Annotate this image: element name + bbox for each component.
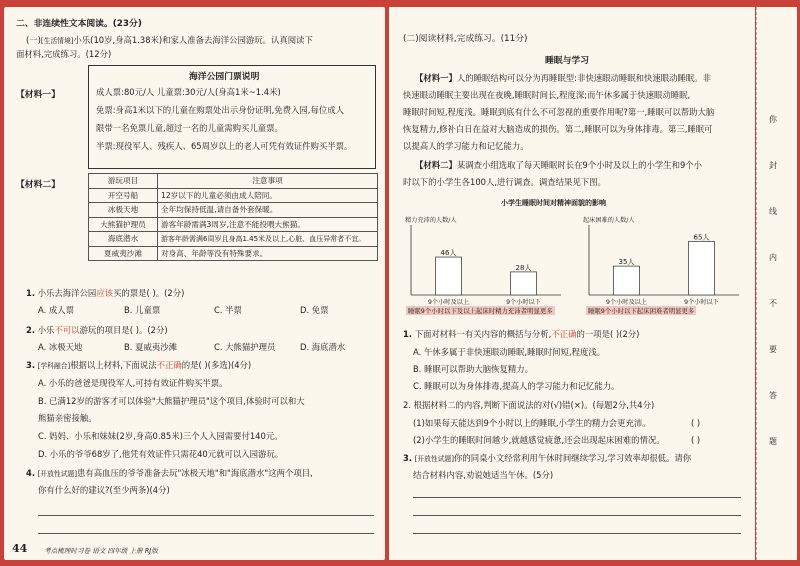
q2-option-a[interactable]: A. 冰极天地 (38, 342, 83, 352)
para1-line2: 快速眼动睡眠主要出现在夜晚,睡眠时间长,程度深;而午休多属于快速眼动睡眠, (403, 90, 691, 100)
margin-chars (763, 97, 783, 465)
part1-intro-line2: 面材料,完成练习。(12分) (16, 49, 112, 59)
table-cell: 全年均保持低温,请自备外套保暖。 (158, 203, 378, 218)
r-q1-option-a[interactable]: A. 午休多属于非快速眼动睡眠,睡眠时间短,程度浅。 (413, 347, 606, 357)
table-cell: 夏威夷沙滩 (89, 246, 158, 261)
question-4 (26, 468, 313, 480)
q2-number: 2. (26, 325, 36, 335)
r-q1-emphasis: 不正确 (551, 329, 577, 339)
table-cell: 游客年龄需满3周岁,注意不能投喂大熊猫。 (158, 217, 378, 232)
section-title: 二、非连续性文本阅读。(23分) (16, 19, 142, 29)
table-cell: 大熊猫护理员 (89, 217, 158, 232)
answer-line[interactable] (413, 533, 741, 534)
q3-option-a[interactable]: A. 小乐的爸爸是现役军人,可持有效证件购买半票。 (38, 378, 228, 388)
table-row (89, 188, 378, 203)
answer-line[interactable] (38, 533, 374, 534)
r-question-3 (403, 453, 691, 465)
table-header-cell: 注意事项 (158, 174, 378, 189)
material1-para (415, 73, 711, 84)
margin-char: 答 (769, 391, 777, 400)
q1-option-b[interactable]: B. 儿童票 (124, 305, 161, 315)
r-q1-number: 1. (403, 329, 413, 339)
chart-bar (689, 241, 715, 295)
r-question-1 (403, 329, 639, 340)
r-question-2: 2. 根据材料二的内容,判断下面说法的对(√)错(×)。(每题2分,共4分) (403, 400, 655, 410)
material1-tag: 【材料一】 (16, 90, 60, 100)
part1-tag: [生活情境] (40, 37, 74, 45)
r-q3-text-line2: 结合材料内容,劝说她适当午休。(5分) (413, 470, 554, 480)
q3-option-d[interactable]: D. 小乐的爷爷68岁了,他凭有效证件只需花40元就可以入园游玩。 (38, 449, 284, 459)
q2-text: 小乐 (37, 325, 55, 335)
table-cell: 12岁以下的儿童必须由成人陪同。 (158, 188, 378, 203)
chart-ylabel: 起床困难的人数/人 (583, 217, 635, 224)
q4-text-line2: 你有什么好的建议?(至少两条)(4分) (38, 485, 170, 495)
charts-svg (401, 207, 745, 319)
table-row (89, 217, 378, 232)
attraction-table (88, 173, 378, 261)
r-q1-text: 下面对材料一有关内容的概括与分析, (414, 329, 552, 339)
q2-emphasis: 不可以 (54, 325, 80, 335)
r-q3-tag: [开放性试题] (414, 455, 454, 463)
q1-number: 1. (26, 288, 36, 298)
r-q3-number: 3. (403, 453, 413, 463)
answer-line[interactable] (413, 515, 741, 516)
q2-option-d[interactable]: D. 海底潜水 (300, 342, 346, 352)
q1-text: 小乐去海洋公园 (37, 288, 97, 298)
chart-ylabel: 精力充沛的人数/人 (405, 217, 457, 224)
q3-option-c[interactable]: C. 妈妈、小乐和妹妹(2岁,身高0.85米)三个人入园需要付140元。 (38, 431, 283, 441)
margin-char: 不 (769, 299, 777, 308)
r-q3-text: 你的同桌小文经常利用午休时间继续学习,学习效率却很低。请你 (453, 453, 692, 463)
question-3 (26, 360, 251, 372)
table-cell: 海底潜水 (89, 232, 158, 247)
table-row (89, 232, 378, 247)
table-cell: 开空号船 (89, 188, 158, 203)
chart2-caption: 睡眠9个小时以下起床困难者明显更多 (588, 307, 695, 315)
part1-prefix: (一) (26, 35, 41, 45)
table-row (89, 246, 378, 261)
q3-number: 3. (26, 360, 36, 370)
r-q2-item-1: (1)如果每天能达到9个小时以上的睡眠,小学生的精力会更充沛。 (413, 418, 651, 428)
part2-title: (二)阅读材料,完成练习。(11分) (403, 34, 528, 44)
chart-data-label: 35人 (618, 258, 635, 267)
table-header-row (89, 174, 378, 189)
margin-char: 要 (769, 345, 777, 354)
left-page (4, 7, 385, 560)
table-header-cell: 游玩项目 (89, 174, 158, 189)
margin-char: 你 (769, 115, 777, 124)
para1-line4: 恢复精力,修补白日在益对大脑造成的损伤。第二,睡眠可以为身体排毒。第三,睡眠可 (403, 124, 713, 134)
q1-emphasis: 应该 (96, 288, 114, 298)
para2-line1: 某调查小组选取了每天睡眠时长在9个小时及以上的小学生和9个小 (456, 160, 703, 170)
r-q2-item-2: (2)小学生的睡眠时间越少,就越感觉疲惫,还会出现起床困难的情况。 (413, 435, 665, 445)
q1-option-d[interactable]: D. 免票 (300, 305, 329, 315)
page-number: 44 (12, 542, 28, 555)
para1-line5: 以提高人的学习能力和记忆能力。 (403, 141, 529, 151)
q2-option-c[interactable]: C. 大熊猫护理员 (214, 342, 276, 352)
r-material1-tag: 【材料一】 (415, 73, 457, 83)
q3-emphasis: 不正确 (156, 360, 182, 370)
q3-option-b[interactable]: B. 已满12岁的游客才可以体验"大熊猫护理员"这个项目,体验时可以和大 (38, 396, 305, 406)
table-cell: 冰极天地 (89, 203, 158, 218)
r-q1-text-end: 的一项是( )(2分) (576, 329, 640, 339)
table-cell: 对身高、年龄等没有特殊要求。 (158, 246, 378, 261)
q4-number: 4. (26, 468, 36, 478)
q1-option-a[interactable]: A. 成人票 (38, 305, 75, 315)
margin-char: 题 (769, 437, 777, 446)
q3-tag: [学科融合] (37, 362, 71, 370)
chart-bar (614, 266, 640, 295)
chart-data-label: 46人 (440, 249, 457, 258)
para1-line1: 人的睡眠结构可以分为再睡眠型:非快速眼动睡眠和快速眼动睡眠。非 (456, 73, 711, 83)
answer-line[interactable] (413, 497, 741, 498)
answer-line[interactable] (38, 515, 374, 516)
q2-option-b[interactable]: B. 夏威夷沙滩 (124, 342, 177, 352)
chart-bar (511, 272, 537, 295)
material2-para (415, 160, 702, 171)
para1-line3: 睡眠时间短,程度浅。睡眠到底有什么不可忽视的重要作用呢?第一,睡眠可以帮助大脑 (403, 107, 715, 117)
part1-intro-line1: 小乐(10岁,身高1.38米)和家人准备去海洋公园游玩。认真阅读下 (73, 35, 313, 45)
chart-x-tick-label: 9个小时以下 (684, 299, 719, 306)
q4-tag: [开放性试题] (37, 470, 77, 478)
material2-tag: 【材料二】 (16, 180, 60, 190)
right-page (389, 7, 755, 560)
chart-data-label: 28人 (515, 263, 532, 272)
r-q1-option-b[interactable]: B. 睡眠可以帮助大脑恢复精力。 (413, 364, 533, 374)
r-q1-option-c[interactable]: C. 睡眠可以为身体排毒,提高人的学习能力和记忆能力。 (413, 381, 620, 391)
chart-data-label: 65人 (693, 233, 710, 242)
chart-x-tick-label: 9个小时及以上 (427, 299, 470, 306)
q3-option-b-cont: 熊猫亲密接触。 (38, 413, 97, 423)
question-1 (26, 288, 184, 299)
q3-text: 根据以上材料,下面说法 (70, 360, 157, 370)
margin-char: 线 (769, 207, 777, 216)
binding-margin (756, 7, 797, 560)
q4-text: 患有高血压的爷爷准备去玩"冰极天地"和"海底潜水"这两个项目, (76, 468, 313, 478)
ticket-title: 海洋公园门票说明 (189, 72, 260, 82)
margin-char: 内 (769, 253, 777, 262)
chart-x-tick-label: 9个小时以下 (506, 299, 541, 306)
q1-option-c[interactable]: C. 半票 (214, 305, 242, 315)
table-row (89, 203, 378, 218)
r-material2-tag: 【材料二】 (415, 160, 457, 170)
ticket-line-2: 免票:身高1米以下的儿童在购票处出示身份证明,免费入园,每位成人 (96, 105, 344, 115)
r-q2-item-1-answer[interactable]: ( ) (691, 418, 701, 428)
part1-intro (26, 35, 313, 47)
r-q2-item-2-answer[interactable]: ( ) (691, 435, 701, 445)
table-cell: 游客年龄需满6周岁且身高1.45米及以上,心脏、血压异常者不宜。 (158, 232, 378, 247)
q1-text-end: 买的票是( )。(2分) (113, 288, 185, 298)
footer-text: 考点梳理时习卷 语文 四年级 上册 RJ版 (44, 547, 158, 555)
q2-text-end: 游玩的项目是( )。(2分) (79, 325, 168, 335)
article-title: 睡眠与学习 (545, 56, 589, 66)
chart-x-tick-label: 9个小时及以上 (605, 299, 648, 306)
question-2 (26, 325, 168, 336)
q3-text-end: 的是( )(多选)(4分) (181, 360, 252, 370)
chart-bar (436, 257, 462, 295)
para2-line2: 时以下的小学生各100人,进行调查。调查结果见下图。 (403, 177, 606, 187)
chart1-caption: 睡眠9个小时以下及以上起床时精力充沛者明显更多 (408, 307, 553, 315)
margin-char: 封 (769, 161, 777, 170)
chart-title: 小学生睡眠时间对精神面貌的影响 (501, 199, 606, 207)
ticket-line-4: 半票:现役军人、残疾人、65周岁以上的老人可凭有效证件购买半票。 (96, 141, 353, 151)
ticket-line-3: 限带一名免票儿童,超过一名的儿童需购买儿童票。 (96, 123, 283, 133)
ticket-line-1: 成人票:80元/人 儿童票:30元/人(身高1米~1.4米) (96, 87, 281, 97)
